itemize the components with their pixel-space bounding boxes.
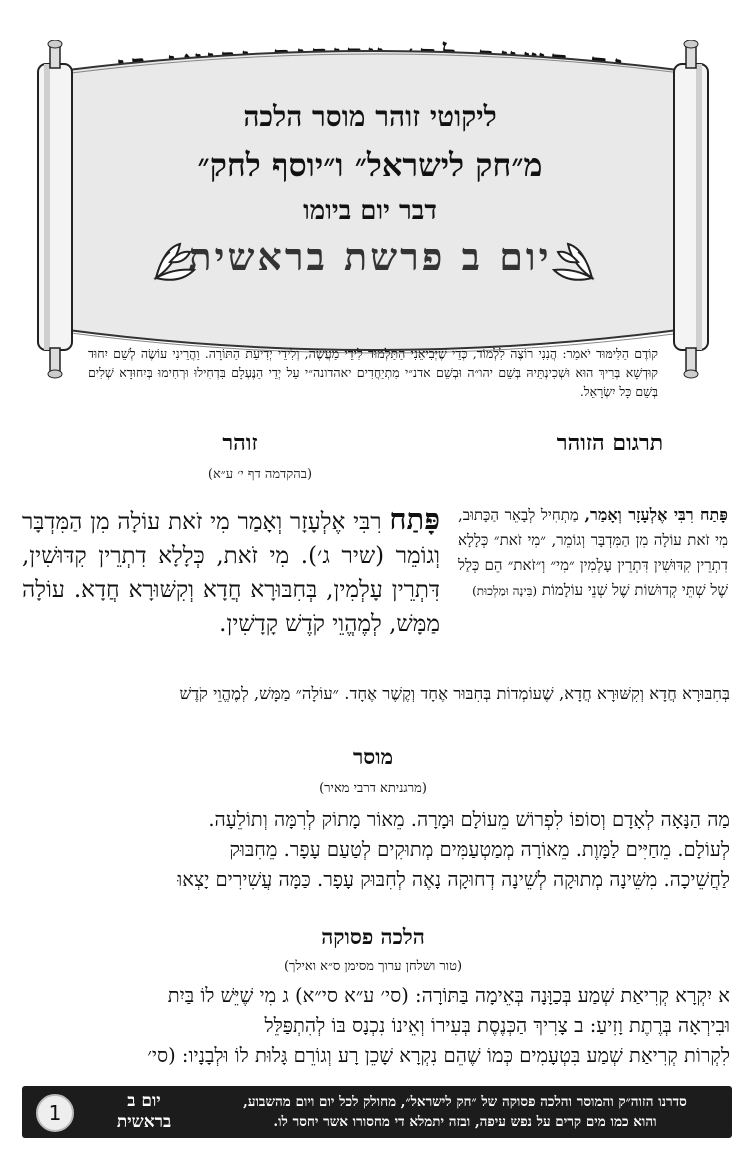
halacha-heading: הלכה פסוקה: [321, 924, 425, 949]
zohar-translation: [458, 502, 728, 604]
translation-body: מַתְחִיל לְבָאֵר הַכָּתוּב, מִי זֹאת עוֹלָה מִן הַמִּדְבָּר וְגוֹמֵר, ״מִי זֹאת״ כְּלָלָא דִתְרֵין קִדּוּשִׁין דִּתְרֵין עָלְמִין ״מִי״ וְ״זֹאת״ הֵם כְּלַל שֶׁל שְׁתֵּי קְדוּשׁוֹת שֶׁל שְׁנֵי עוֹלָמוֹת: [458, 506, 728, 599]
halacha-line: א יִקְרָא קְרִיאַת שְׁמַע בְּכַוָּנָה בְּאֵימָה בַּתּוֹרָה: (סי׳ ע״א סי״א) ג מִי שֶׁיֵּשׁ לוֹ בַּיִת: [167, 984, 730, 1007]
leaf-ornament-icon: [150, 238, 200, 286]
musar-line: מַה הַנָּאָה לְאָדָם וְסוֹפוֹ לִפְרוֹשׁ מֵעוֹלָם וּמָרָה. מֵאוֹר מָתוֹק לְרִמָּה וְתוֹלֵעָה.: [208, 808, 730, 831]
scroll-title-line3: דבר יום ביומו: [303, 196, 437, 226]
left-roller: [38, 40, 72, 378]
translation-opening: פָּתַח רִבִּי אֶלְעָזָר וְאָמַר,: [584, 505, 728, 524]
musar-source: (מרגניתא דרבי מאיר): [319, 781, 427, 796]
right-roller: [674, 40, 708, 378]
translation-note: (בִּינָה וּמַלְכוּת): [472, 584, 538, 598]
zohar-body: רִבִּי אֶלְעָזָר וְאָמַר מִי זֹאת עוֹלָה מִן הַמִּדְבָּר וְגוֹמֵר (שיר ג׳). מִי זֹאת, כְּלָלָא דִתְרֵין קִדּוּשִׁין, דִּתְרֵין עָלְמִין, בְּחִבּוּרָא חֲדָא וְקִשּׁוּרָא חֲדָא. עוֹלָה מַמָּשׁ, לְמֶהֱוֵי קֹדֶשׁ קָדָשִׁין.: [22, 509, 440, 637]
musar-line: לַחֲשֵׁיכָה. מִשֵּׁינָה מְתוּקָה לְשֵׁינָה דְחוּקָה נָאֶה לְחִבּוּק עָפָר. כַּמָּה עֲשִׁירִים יָצְאוּ: [177, 868, 730, 891]
zohar-main-text: [22, 502, 440, 641]
scroll-title-line2: מ״חק לישראל״ ו״יוסף לחק״: [197, 146, 543, 184]
translation-continuation: בְּחִבּוּרָא חֲדָא וְקִשּׁוּרָא חֲדָא, שֶׁעוֹמְדוֹת בְּחִבּוּר אֶחָד וְקֶשֶׁר אֶחָד. ״עוֹלָה״ מַמָּשׁ, לְמֶהֱוֵי קֹדֶשׁ: [179, 684, 730, 703]
footer-day-line2: בראשית: [116, 1112, 172, 1132]
opening-prayer: קוֹדֶם הַלִּימּוּד יֹאמַר: הֲנִנִי רוֹצֶה לִלְמוֹד, כְּדֵי שֶׁיְּבִיאֵנִי הַתַּלְמוּד לִידֵי מַעֲשֶׂה, וְלִידֵי יְדִיעַת הַתּוֹרָה. וַהֲרֵינִי עוֹשֶׂה לְשֵׁם יִחוּד קוּדְשָׁא בְּרִיךְ הוּא וּשְׁכִינְתֵּיהּ בְּשֵׁם יהו״ה וּבְשֵׁם אדנ״י מִתְיַחֲדִים יאהדונה״י עַל יְדֵי הַנֶּעְלָם בִּדְחִילוּ וּרְחִימוּ בְּיִחוּדָא שְׁלִים בְּשֵׁם כָּל יִשְׂרָאֵל.: [88, 346, 658, 399]
halacha-source: (טור ושלחן ערוך מסימן ס״א ואילך): [283, 959, 463, 974]
musar-line: לְעוֹלָם. מֵחַיִּים לַמָּוֶת. מֵאוֹרָה מְמַטְעַמִּים מְתוּקִים לְטַעַם עָפָר. מֵחִבּוּק: [229, 838, 730, 861]
footer-text: [210, 1092, 720, 1132]
zohar-heading: זוהר: [222, 430, 258, 456]
page-number: 1: [36, 1094, 74, 1132]
scroll-title-line1: ליקוטי זוהר מוסר הלכה: [243, 100, 497, 133]
scroll-title-line4: יום ב פרשת בראשית: [188, 234, 552, 279]
footer-line2: והוא כמו מים קרים על נפש עיפה, ובזה יתמלא די מחסורו אשר יחסר לו.: [273, 1114, 657, 1130]
halacha-line: וּבִירְאָה בְּרֶתֶת וָזִיעַ: ב צָרִיךְ הַכְּנֶסֶת בְּעִירוֹ וְאֵינוֹ נִכְנָס בּוֹ לְהִתְפַּלֵּל: [264, 1014, 730, 1037]
leaf-ornament-icon: [548, 238, 598, 286]
zohar-opening-word: פָּתַח: [389, 502, 440, 536]
zohar-source: (בהקדמה דף י׳ ע״א): [207, 467, 313, 482]
musar-heading: מוסר: [352, 744, 394, 769]
halacha-line: לִקְרוֹת קְרִיאַת שְׁמַע בִּטְעָמִים כְּמוֹ שֶׁהֵם נִקְרָא שָׁכֵן רָע וְגוֹרֵם גָּלוּת לוֹ וּלְבָנָיו: (סי׳: [147, 1044, 730, 1067]
footer-day-label: [84, 1091, 204, 1133]
translation-heading: תרגום הזוהר: [556, 430, 664, 456]
footer-bar: [22, 1086, 732, 1138]
footer-line1: סדרנו הזוה״ק והמוסר והלכה פסוקה של ״חק לישראל״, מחולק לכל יום ויום מהשבוע,: [243, 1094, 687, 1110]
footer-day-line1: יום ב: [127, 1091, 161, 1111]
